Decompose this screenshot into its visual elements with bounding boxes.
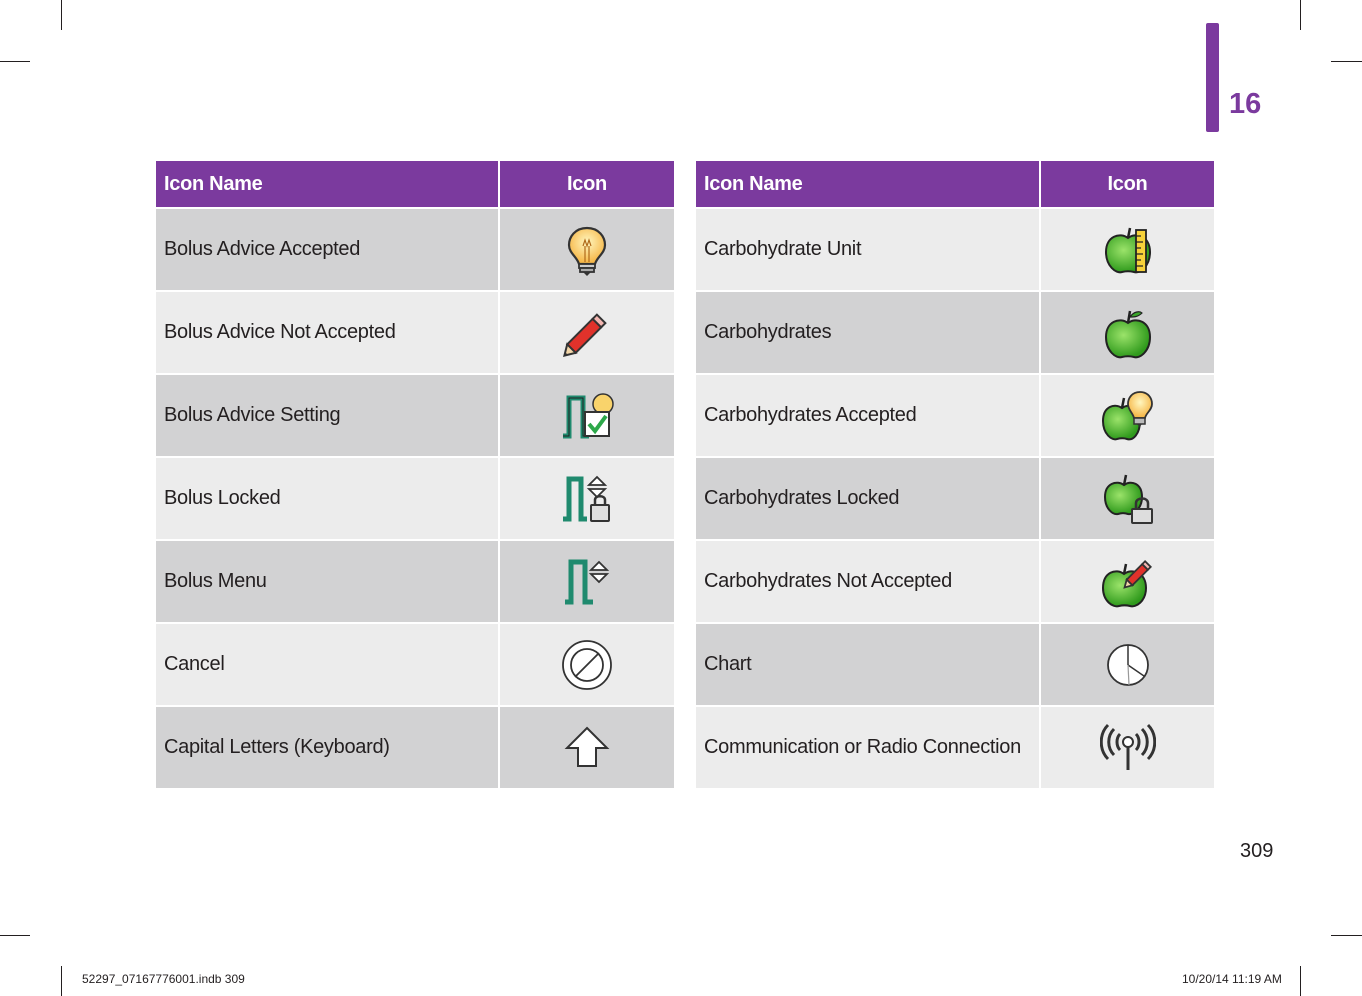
chapter-tab-bar [1206, 23, 1219, 132]
page-number: 309 [1240, 840, 1274, 862]
header-icon-name: Icon Name [696, 161, 1040, 208]
crop-mark [61, 0, 62, 30]
icon-name-cell: Communication or Radio Connection [696, 706, 1040, 788]
icon-name-cell: Carbohydrates Not Accepted [696, 540, 1040, 623]
icon-name-cell: Bolus Advice Setting [156, 374, 499, 457]
table-row [696, 706, 1214, 788]
table-row [696, 540, 1214, 623]
icon-name-cell: Cancel [156, 623, 499, 706]
bolus-menu-icon [559, 554, 615, 610]
left-icon-table [156, 161, 674, 788]
header-icon: Icon [1040, 161, 1214, 208]
crop-mark [0, 935, 30, 936]
lightbulb-icon [559, 222, 615, 278]
icon-name-cell: Bolus Advice Not Accepted [156, 291, 499, 374]
table-row [156, 623, 674, 706]
right-icon-table [696, 161, 1214, 788]
pencil-icon [559, 305, 615, 361]
icon-name-cell: Bolus Menu [156, 540, 499, 623]
header-icon-name: Icon Name [156, 161, 499, 208]
table-row [696, 457, 1214, 540]
radio-connection-icon [1100, 720, 1156, 776]
crop-mark [1300, 966, 1301, 996]
apple-ruler-icon [1100, 222, 1156, 278]
header-icon: Icon [499, 161, 674, 208]
icon-name-cell: Chart [696, 623, 1040, 706]
icon-name-cell: Carbohydrates Locked [696, 457, 1040, 540]
shift-arrow-icon [559, 720, 615, 776]
apple-lightbulb-icon [1100, 388, 1156, 444]
icon-name-cell: Bolus Locked [156, 457, 499, 540]
cancel-icon [559, 637, 615, 693]
crop-mark [61, 966, 62, 996]
table-row [156, 291, 674, 374]
apple-icon [1100, 305, 1156, 361]
bolus-advice-setting-icon [559, 388, 615, 444]
table-row [156, 706, 674, 788]
table-header-row [156, 161, 674, 208]
icon-name-cell: Capital Letters (Keyboard) [156, 706, 499, 788]
icon-name-cell: Carbohydrates Accepted [696, 374, 1040, 457]
table-row [696, 291, 1214, 374]
table-row [696, 623, 1214, 706]
table-header-row [696, 161, 1214, 208]
table-row [696, 374, 1214, 457]
icon-name-cell: Carbohydrates [696, 291, 1040, 374]
icon-name-cell: Carbohydrate Unit [696, 208, 1040, 291]
chapter-number: 16 [1229, 88, 1262, 120]
crop-mark [1331, 61, 1362, 62]
apple-pencil-icon [1100, 554, 1156, 610]
chart-icon [1100, 637, 1156, 693]
print-slug-timestamp: 10/20/14 11:19 AM [1182, 972, 1282, 986]
apple-lock-icon [1100, 471, 1156, 527]
table-row [156, 208, 674, 291]
print-slug-file: 52297_07167776001.indb 309 [82, 972, 245, 986]
icon-name-cell: Bolus Advice Accepted [156, 208, 499, 291]
crop-mark [1331, 935, 1362, 936]
table-row [156, 457, 674, 540]
table-row [156, 540, 674, 623]
table-row [156, 374, 674, 457]
crop-mark [0, 61, 30, 62]
bolus-locked-icon [559, 471, 615, 527]
table-row [696, 208, 1214, 291]
crop-mark [1300, 0, 1301, 30]
